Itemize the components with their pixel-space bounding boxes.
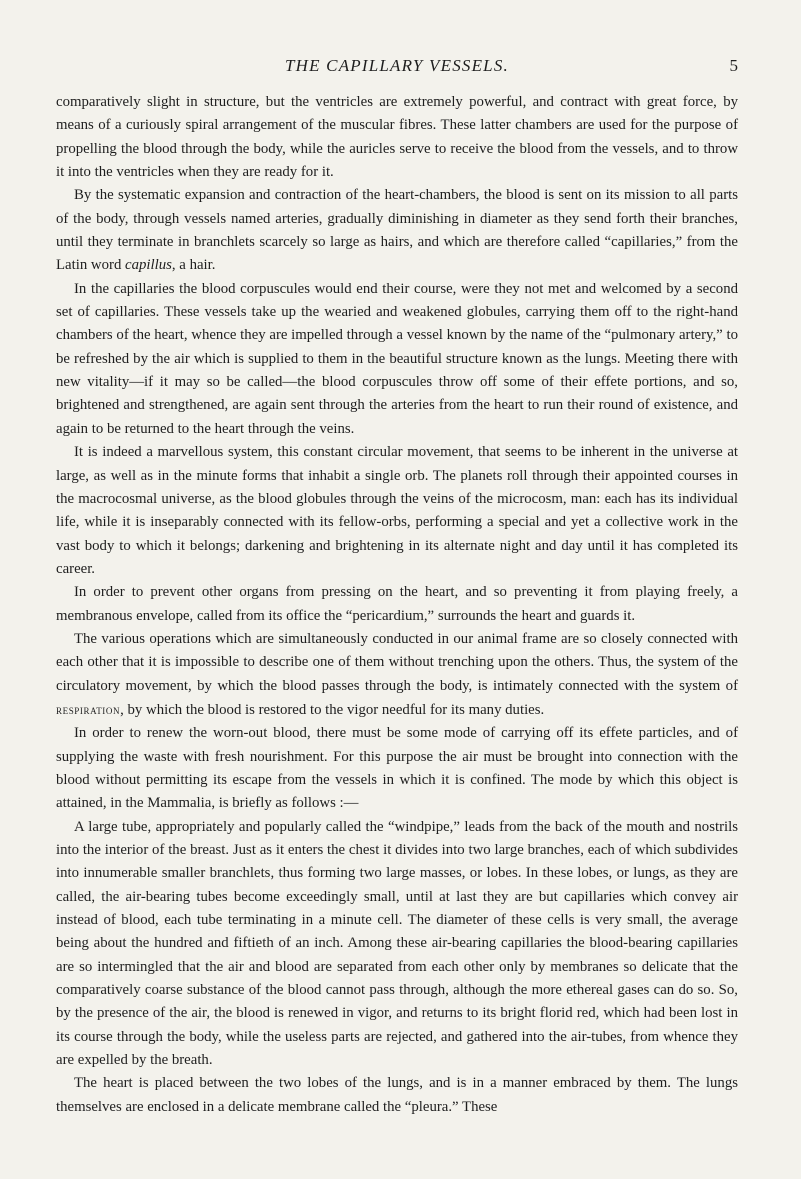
paragraph-text: , by which the blood is restored to the vigor needful for its many duties. <box>120 701 545 718</box>
book-page <box>56 56 738 1119</box>
paragraph-text: By the systematic expansion and contraction of the heart-chambers, the blood is sent on its mission to all parts of the body, through vessels named arteries, gradually diminishing in diameter as they send forth their branches, until they terminate in branchlets scarcely so large as hairs, and which are therefore called “capillaries,” from the Latin word <box>56 187 738 274</box>
paragraph-windpipe: A large tube, appropriately and popularly called the “windpipe,” leads from the back of the mouth and nostrils into the interior of the breast. Just as it enters the chest it divides into two large branches, each of which subdivides into innumerable smaller branchlets, thus forming two large masses, or lobes. In these lobes, or lungs, as they are called, the air-bearing tubes become exceedingly small, until at last they are but capillaries which convey air instead of blood, each tube terminating in a minute cell. The diameter of these cells is very small, the average being about the hundred and fiftieth of an inch. Among these air-bearing capillaries the blood-bearing capillaries are so intermingled that the air and blood are separated from each other only by membranes so delicate that the comparatively coarse substance of the blood cannot pass through, although the more ethereal gases can do so. So, by the presence of the air, the blood is renewed in vigor, and returns to its bright florid red, which had been lost in its course through the body, while the useless parts are rejected, and gathered into the air-tubes, from whence they are expelled by the breath. <box>56 818 738 1069</box>
paragraph-text: , a hair. <box>171 257 216 274</box>
paragraph-circular-movement: It is indeed a marvellous system, this constant circular movement, that seems to be inherent in the universe at large, as well as in the minute forms that inhabit a single orb. The planets roll through their appointed courses in the macrocosmal universe, as the blood globules through the veins of the microcosm, man: each has its individual life, while it is inseparably connected with its fellow-orbs, performing a special and yet a collective work in the vast body to which it belongs; darkening and brightening in its alternate night and day until it has completed its career. <box>56 444 738 577</box>
paragraph-veins: In the capillaries the blood corpuscules would end their course, were they not met and welcomed by a second set of capillaries. These vessels take up the wearied and weakened globules, carrying them off to the right-hand chambers of the heart, whence they are impelled through a vessel known by the name of the “pulmonary artery,” to be refreshed by the air which is supplied to them in the beautiful structure known as the lungs. Meeting there with new vitality—if it may so be called—the blood corpuscules throw off some of their effete portions, and so, brightened and strengthened, are again sent through the arteries from the heart to run their round of existence, and again to be returned to the heart through the veins. <box>56 280 738 437</box>
paragraph-text: The various operations which are simultaneously conducted in our animal frame are so closely connected with each other that it is impossible to describe one of them without trenching upon the others. Thus, the system of the circulatory movement, by which the blood passes through the body, is intimately connected with the system of <box>56 630 738 694</box>
running-header <box>56 56 738 82</box>
running-title: THE CAPILLARY VESSELS. <box>285 56 509 75</box>
paragraph-capillaries-definition <box>56 184 738 277</box>
paragraph-respiration <box>56 628 738 722</box>
paragraph-pericardium: In order to prevent other organs from pressing on the heart, and so preventing it from playing freely, a membranous envelope, called from its office the “pericardium,” surrounds the heart and guards it. <box>56 584 738 624</box>
latin-term: capillus <box>125 257 172 274</box>
paragraph-renew-blood: In order to renew the worn-out blood, there must be some mode of carrying off its effete particles, and of supplying the waste with fresh nourishment. For this purpose the air must be brought into connection with the blood without permitting its escape from the vessels in which it is confined. The mode by which this object is attained, in the Mammalia, is briefly as follows :— <box>56 725 738 812</box>
page-number: 5 <box>729 56 738 75</box>
paragraph-continued: comparatively slight in structure, but the ventricles are extremely powerful, and contract with great force, by means of a curiously spiral arrangement of the muscular fibres. These latter chambers are used for the purpose of propelling the blood through the body, while the auricles serve to receive the blood from the vessels, and to throw it into the ventricles when they are ready for it. <box>56 94 738 181</box>
small-caps-term: respiration <box>56 701 121 717</box>
body-text <box>56 91 738 1119</box>
paragraph-heart-lungs: The heart is placed between the two lobes of the lungs, and is in a manner embraced by them. The lungs themselves are enclosed in a delicate membrane called the “pleura.” These <box>56 1075 738 1115</box>
